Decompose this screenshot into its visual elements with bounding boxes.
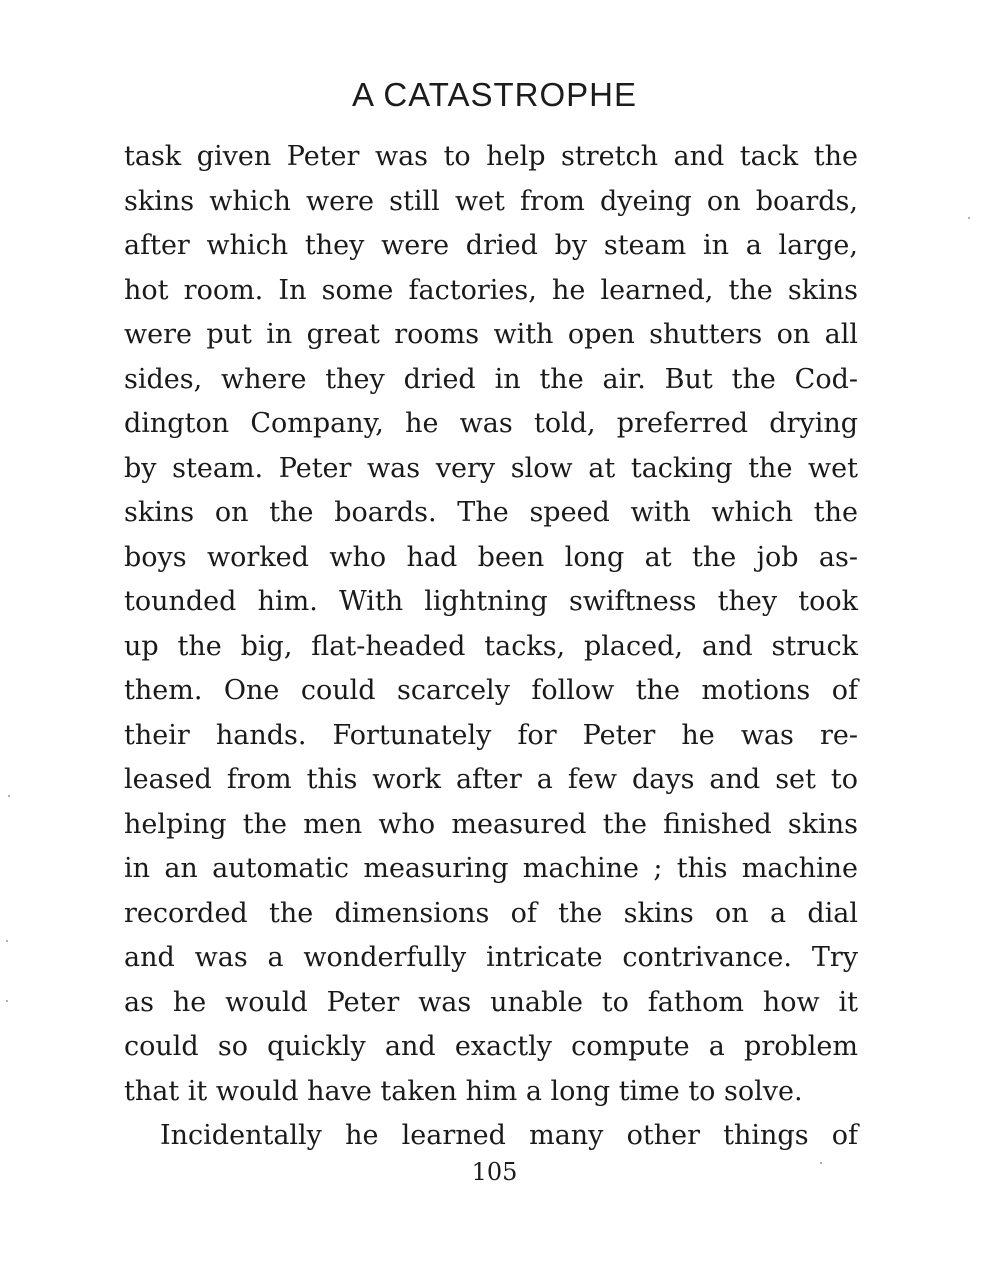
text-line: sides, where they dried in the air. But the Cod- <box>124 363 858 395</box>
text-line: could so quickly and exactly compute a problem <box>124 1031 858 1062</box>
text-line: helping the men who measured the finished skins <box>124 808 858 840</box>
text-line: leased from this work after a few days and set to <box>124 764 858 795</box>
text-line: skins on the boards. The speed with which the <box>124 497 858 528</box>
text-line: dington Company, he was told, preferred drying <box>124 408 858 439</box>
scan-speck <box>6 1000 8 1002</box>
scan-speck <box>8 795 10 797</box>
text-line: task given Peter was to help stretch and tack the <box>124 141 858 172</box>
paragraph-start-line: Incidentally he learned many other things of <box>160 1120 858 1151</box>
scan-speck <box>6 940 8 942</box>
text-line: in an automatic measuring machine ; this machine <box>124 853 858 884</box>
text-line: their hands. Fortunately for Peter he was re- <box>124 719 858 751</box>
text-line: recorded the dimensions of the skins on a dial <box>124 897 858 929</box>
text-line: hot room. In some factories, he learned, the skins <box>124 274 858 306</box>
running-head: A CATASTROPHE <box>352 76 637 113</box>
text-line: after which they were dried by steam in a large, <box>124 230 858 261</box>
body-text <box>124 135 858 1159</box>
text-line: by steam. Peter was very slow at tacking the wet <box>124 452 858 484</box>
text-line: skins which were still wet from dyeing on boards, <box>124 185 858 217</box>
scan-speck <box>968 217 970 219</box>
text-line: were put in great rooms with open shutters on all <box>124 319 858 350</box>
text-line: as he would Peter was unable to fathom how it <box>124 986 858 1018</box>
paragraph-end-line: that it would have taken him a long time to solve. <box>124 1075 803 1107</box>
page-number: 105 <box>471 1158 518 1186</box>
text-line: boys worked who had been long at the job as- <box>124 541 858 573</box>
scan-speck <box>820 1162 822 1164</box>
text-line: them. One could scarcely follow the motions of <box>124 675 858 706</box>
text-line: and was a wonderfully intricate contrivance. Try <box>124 942 858 973</box>
text-line: tounded him. With lightning swiftness they took <box>124 586 858 617</box>
text-line: up the big, flat-headed tacks, placed, and struck <box>124 630 858 662</box>
